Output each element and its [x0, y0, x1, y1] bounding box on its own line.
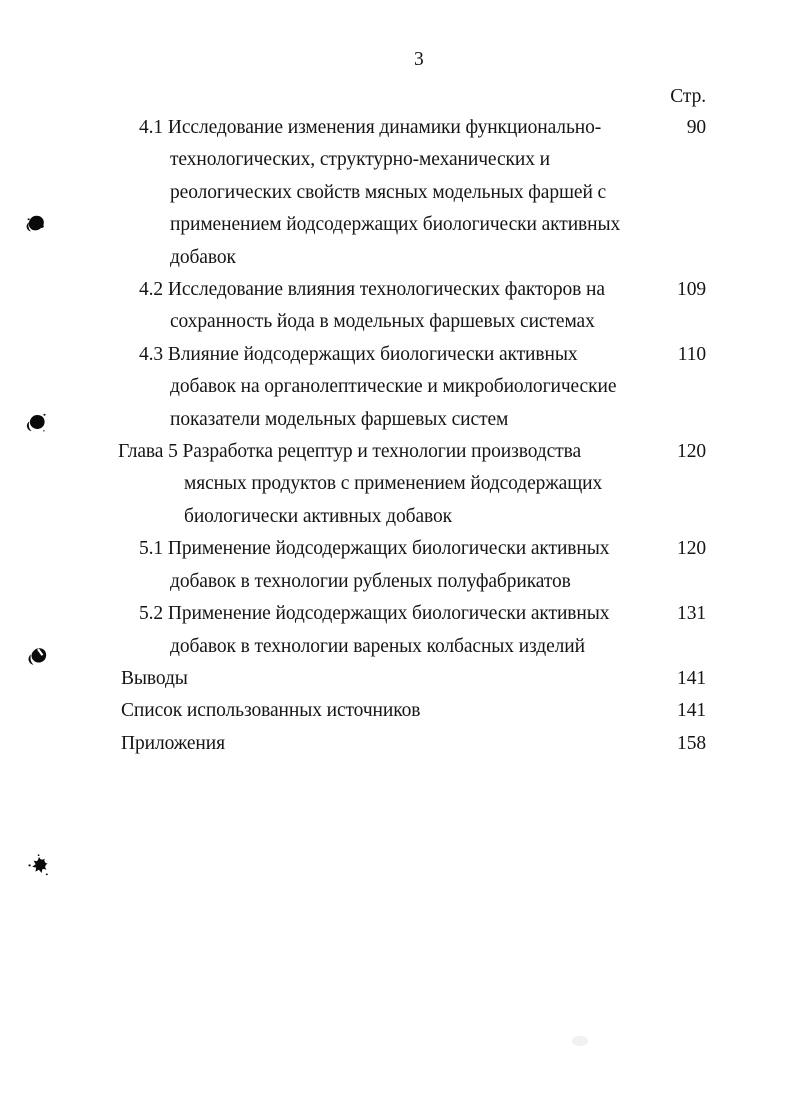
toc-line: технологических, структурно-механических и — [170, 149, 550, 171]
toc-line: Приложения — [121, 732, 225, 754]
toc-page-number: 120 — [677, 538, 706, 560]
toc-line: показатели модельных фаршевых систем — [170, 408, 509, 430]
toc-entry — [0, 663, 706, 695]
toc-line: добавок в технологии вареных колбасных изделий — [170, 635, 585, 657]
toc-line: добавок в технологии рубленых полуфабрикатов — [170, 570, 571, 592]
page-number: 3 — [414, 49, 424, 70]
table-of-contents — [0, 112, 706, 760]
toc-page-number: 110 — [677, 343, 706, 365]
toc-line: 4.2 Исследование влияния технологических факторов на — [139, 279, 605, 301]
toc-entry — [0, 274, 706, 339]
toc-page-number: 158 — [677, 732, 706, 754]
toc-line: Глава 5 Разработка рецептур и технологии производства — [118, 441, 581, 463]
toc-entry — [0, 112, 706, 274]
toc-entry — [0, 339, 706, 436]
ink-blot-icon — [25, 645, 48, 673]
toc-page-number: 90 — [686, 117, 706, 138]
toc-entry — [0, 436, 706, 533]
toc-line: 5.1 Применение йодсодержащих биологически активных — [139, 538, 610, 560]
toc-line: мясных продуктов с применением йодсодержащих — [184, 473, 603, 495]
toc-page-number: 120 — [677, 441, 706, 463]
toc-line: добавок на органолептические и микробиологические — [170, 376, 617, 398]
toc-line: добавок — [170, 246, 236, 268]
toc-line: 4.3 Влияние йодсодержащих биологически активных — [139, 343, 578, 365]
ink-blot-icon — [23, 411, 48, 438]
toc-page-number: 109 — [677, 279, 706, 301]
toc-entry — [0, 598, 706, 663]
toc-line: сохранность йода в модельных фаршевых системах — [170, 311, 595, 333]
toc-line: Выводы — [121, 667, 188, 689]
toc-line: 5.2 Применение йодсодержащих биологически активных — [139, 603, 610, 625]
toc-page-number: 131 — [677, 603, 706, 625]
toc-entry — [0, 533, 706, 598]
toc-line: Список использованных источников — [121, 700, 421, 722]
toc-entry — [0, 695, 706, 727]
toc-page-number: 141 — [677, 700, 706, 722]
page-column-header: Стр. — [670, 86, 706, 107]
toc-page-number: 141 — [677, 667, 706, 689]
scan-smudge — [572, 1036, 588, 1046]
ink-blot-icon — [23, 213, 46, 238]
toc-line: применением йодсодержащих биологически активных — [170, 214, 621, 236]
ink-blot-icon — [26, 853, 52, 883]
toc-line: 4.1 Исследование изменения динамики функционально- — [139, 117, 602, 138]
toc-entry — [0, 728, 706, 760]
toc-line: реологических свойств мясных модельных фаршей с — [170, 181, 607, 203]
toc-line: биологически активных добавок — [184, 505, 452, 527]
